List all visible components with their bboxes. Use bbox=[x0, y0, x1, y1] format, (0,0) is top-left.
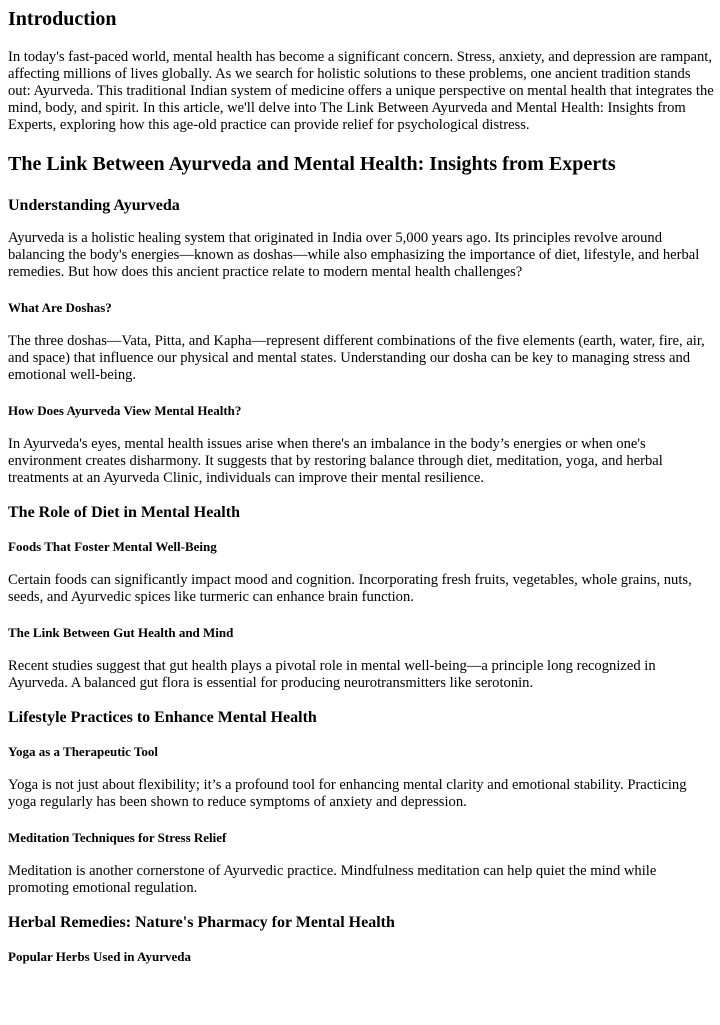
understanding-paragraph: Ayurveda is a holistic healing system that originated in India over 5,000 years ago. Its principles revolve around balancing the body's energies—known as doshas—while also emphasizing the importance of diet, lifestyle, and herbal remedies. But how does this ancient practice relate to modern mental health challenges? bbox=[8, 230, 700, 280]
herbal-heading: Herbal Remedies: Nature's Pharmacy for Mental Health bbox=[8, 914, 395, 931]
diet-heading: The Role of Diet in Mental Health bbox=[8, 504, 240, 521]
gut-heading: The Link Between Gut Health and Mind bbox=[8, 625, 234, 640]
gut-paragraph: Recent studies suggest that gut health plays a pivotal role in mental well-being—a principle long recognized in Ayurveda. A balanced gut flora is essential for producing neurotransmitters like serotonin. bbox=[8, 658, 656, 691]
meditation-heading: Meditation Techniques for Stress Relief bbox=[8, 830, 227, 845]
intro-paragraph: In today's fast-paced world, mental health has become a significant concern. Stress, anxiety, and depression are rampant, affecting millions of lives globally. As we search for holistic solutions to these problems, one ancient tradition stands out: Ayurveda. This traditional Indian system of medicine offers a unique perspective on mental health that integrates the mind, body, and spirit. In this article, we'll delve into The Link Between Ayurveda and Mental Health: Insights from Experts, exploring how this age-old practice can provide relief for psychological distress. bbox=[8, 49, 714, 133]
foods-heading: Foods That Foster Mental Well-Being bbox=[8, 539, 217, 554]
doshas-paragraph: The three doshas—Vata, Pitta, and Kapha—represent different combinations of the five elements (earth, water, fire, air, and space) that influence our physical and mental states. Understanding our dosha can be key to managing stress and emotional well-being. bbox=[8, 333, 705, 383]
yoga-paragraph: Yoga is not just about flexibility; it’s a profound tool for enhancing mental clarity and emotional stability. Practicing yoga regularly has been shown to reduce symptoms of anxiety and depression. bbox=[8, 777, 687, 810]
popular-herbs-heading: Popular Herbs Used in Ayurveda bbox=[8, 949, 191, 964]
foods-paragraph: Certain foods can significantly impact mood and cognition. Incorporating fresh fruits, vegetables, whole grains, nuts, seeds, and Ayurvedic spices like turmeric can enhance brain function. bbox=[8, 572, 692, 605]
intro-heading: Introduction bbox=[8, 8, 117, 30]
view-paragraph: In Ayurveda's eyes, mental health issues arise when there's an imbalance in the body’s energies or when one's environment creates disharmony. It suggests that by restoring balance through diet, meditation, yoga, and herbal treatments at an Ayurveda Clinic, individuals can improve their mental resilience. bbox=[8, 436, 663, 486]
yoga-heading: Yoga as a Therapeutic Tool bbox=[8, 744, 159, 759]
view-heading: How Does Ayurveda View Mental Health? bbox=[8, 403, 242, 418]
understanding-heading: Understanding Ayurveda bbox=[8, 197, 180, 214]
doshas-heading: What Are Doshas? bbox=[8, 300, 112, 315]
lifestyle-heading: Lifestyle Practices to Enhance Mental Health bbox=[8, 709, 317, 726]
article-title: The Link Between Ayurveda and Mental Health: Insights from Experts bbox=[8, 153, 616, 175]
article-page bbox=[0, 8, 714, 965]
meditation-paragraph: Meditation is another cornerstone of Ayurvedic practice. Mindfulness meditation can help quiet the mind while promoting emotional regulation. bbox=[8, 863, 657, 896]
